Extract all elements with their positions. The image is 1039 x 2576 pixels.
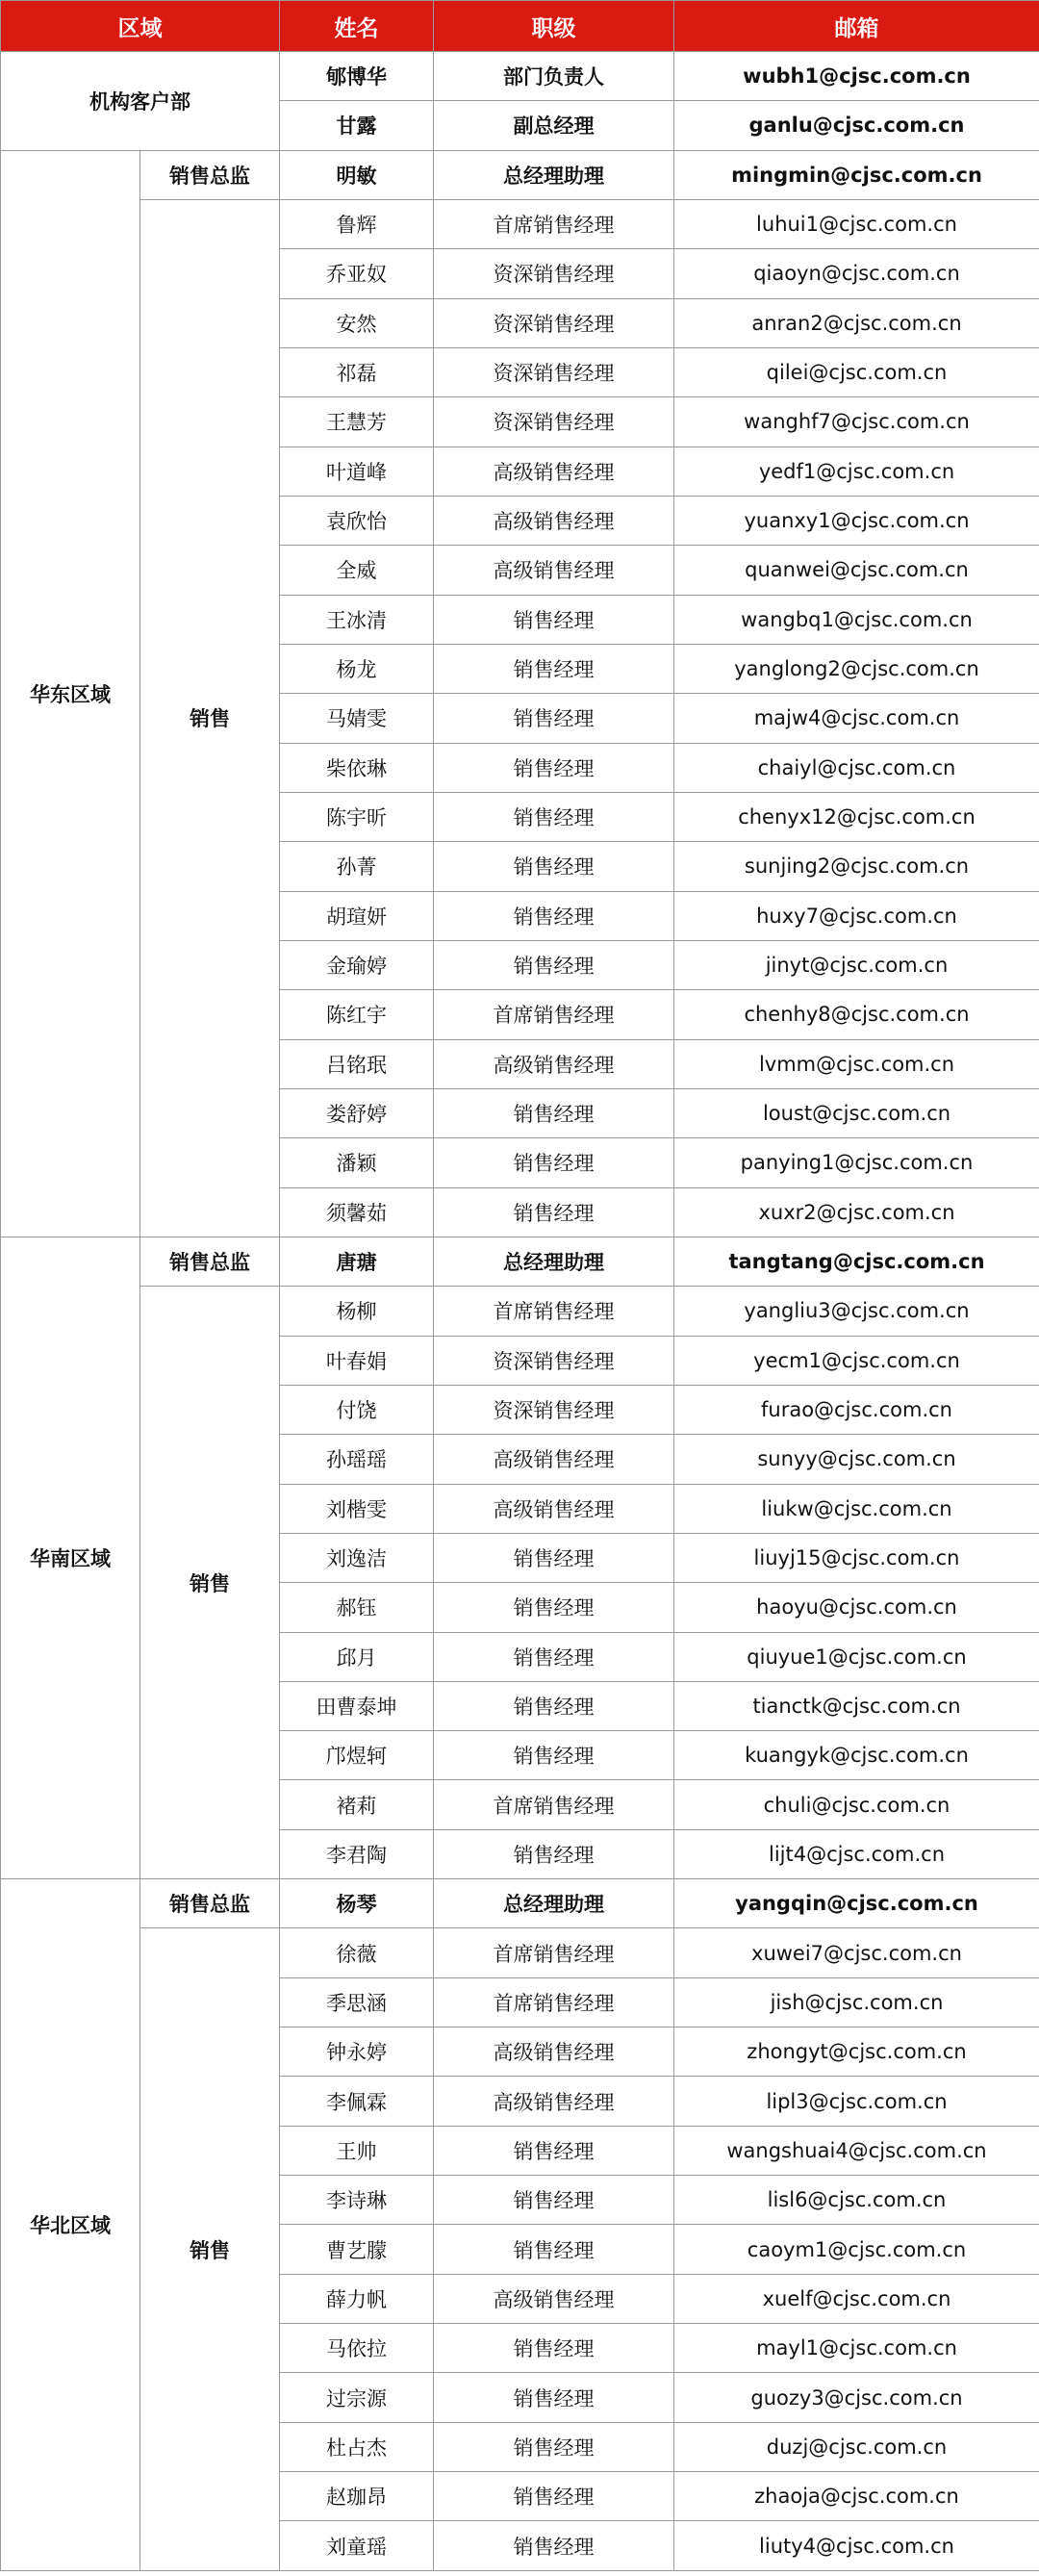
staff-email: chenyx12@cjsc.com.cn [674, 792, 1039, 841]
director-level: 总经理助理 [434, 150, 674, 199]
staff-email: sunjing2@cjsc.com.cn [674, 842, 1039, 891]
staff-email: furao@cjsc.com.cn [674, 1385, 1039, 1434]
staff-name: 吕铭珉 [280, 1039, 434, 1088]
director-level: 总经理助理 [434, 1237, 674, 1286]
staff-level: 销售经理 [434, 1138, 674, 1187]
staff-email: anran2@cjsc.com.cn [674, 298, 1039, 347]
staff-level: 销售经理 [434, 694, 674, 743]
director-level: 总经理助理 [434, 1879, 674, 1928]
staff-level: 资深销售经理 [434, 397, 674, 446]
staff-level: 首席销售经理 [434, 199, 674, 248]
staff-name: 郇博华 [280, 52, 434, 101]
staff-email: liuyj15@cjsc.com.cn [674, 1533, 1039, 1582]
header-name: 姓名 [280, 1, 434, 52]
header-email: 邮箱 [674, 1, 1039, 52]
staff-email: jinyt@cjsc.com.cn [674, 940, 1039, 989]
staff-level: 高级销售经理 [434, 2077, 674, 2126]
header-region: 区域 [1, 1, 280, 52]
staff-email: wanghf7@cjsc.com.cn [674, 397, 1039, 446]
director-name: 杨琴 [280, 1879, 434, 1928]
staff-name: 赵珈昂 [280, 2472, 434, 2521]
region-label: 华北区域 [1, 1879, 140, 2571]
staff-email: zhongyt@cjsc.com.cn [674, 2028, 1039, 2077]
staff-email: guozy3@cjsc.com.cn [674, 2373, 1039, 2422]
staff-name: 王冰清 [280, 595, 434, 644]
header-level: 职级 [434, 1, 674, 52]
staff-name: 娄舒婷 [280, 1088, 434, 1137]
staff-name: 马依拉 [280, 2324, 434, 2373]
director-label: 销售总监 [140, 150, 280, 199]
staff-level: 资深销售经理 [434, 298, 674, 347]
staff-name: 钟永婷 [280, 2028, 434, 2077]
staff-level: 销售经理 [434, 1829, 674, 1878]
staff-name: 李诗琳 [280, 2176, 434, 2225]
staff-level: 资深销售经理 [434, 1336, 674, 1385]
staff-level: 销售经理 [434, 792, 674, 841]
director-name: 明敏 [280, 150, 434, 199]
staff-email: qilei@cjsc.com.cn [674, 347, 1039, 396]
staff-email: majw4@cjsc.com.cn [674, 694, 1039, 743]
staff-level: 高级销售经理 [434, 2028, 674, 2077]
staff-name: 安然 [280, 298, 434, 347]
staff-level: 销售经理 [434, 2422, 674, 2471]
staff-email: duzj@cjsc.com.cn [674, 2422, 1039, 2471]
staff-name: 褚莉 [280, 1780, 434, 1829]
staff-level: 资深销售经理 [434, 249, 674, 298]
staff-level: 销售经理 [434, 842, 674, 891]
staff-level: 销售经理 [434, 1632, 674, 1681]
staff-level: 销售经理 [434, 1731, 674, 1780]
staff-level: 首席销售经理 [434, 1780, 674, 1829]
staff-level: 高级销售经理 [434, 446, 674, 496]
director-name: 唐瑭 [280, 1237, 434, 1286]
staff-name: 田曹泰坤 [280, 1681, 434, 1730]
staff-email: lvmm@cjsc.com.cn [674, 1039, 1039, 1088]
staff-email: haoyu@cjsc.com.cn [674, 1583, 1039, 1632]
staff-name: 乔亚奴 [280, 249, 434, 298]
staff-level: 首席销售经理 [434, 1928, 674, 1977]
director-email: mingmin@cjsc.com.cn [674, 150, 1039, 199]
staff-name: 徐薇 [280, 1928, 434, 1977]
staff-level: 销售经理 [434, 2521, 674, 2570]
staff-name: 刘楷雯 [280, 1484, 434, 1533]
staff-level: 首席销售经理 [434, 990, 674, 1039]
staff-email: chaiyl@cjsc.com.cn [674, 743, 1039, 792]
staff-name: 全威 [280, 546, 434, 595]
staff-level: 高级销售经理 [434, 546, 674, 595]
staff-email: liuty4@cjsc.com.cn [674, 2521, 1039, 2570]
header-row [1, 1, 1039, 52]
staff-email: panying1@cjsc.com.cn [674, 1138, 1039, 1187]
staff-name: 付饶 [280, 1385, 434, 1434]
staff-level: 销售经理 [434, 743, 674, 792]
table-header [1, 1, 1039, 52]
staff-level: 销售经理 [434, 1583, 674, 1632]
staff-level: 销售经理 [434, 891, 674, 940]
staff-email: yanglong2@cjsc.com.cn [674, 644, 1039, 693]
director-label: 销售总监 [140, 1237, 280, 1286]
director-label: 销售总监 [140, 1879, 280, 1928]
staff-name: 潘颖 [280, 1138, 434, 1187]
staff-name: 郝钰 [280, 1583, 434, 1632]
staff-email: liukw@cjsc.com.cn [674, 1484, 1039, 1533]
staff-email: yedf1@cjsc.com.cn [674, 446, 1039, 496]
staff-level: 销售经理 [434, 1187, 674, 1237]
staff-email: loust@cjsc.com.cn [674, 1088, 1039, 1137]
staff-level: 高级销售经理 [434, 1039, 674, 1088]
staff-level: 销售经理 [434, 1533, 674, 1582]
table-body [1, 52, 1039, 2571]
staff-level: 销售经理 [434, 1088, 674, 1137]
staff-email: xuwei7@cjsc.com.cn [674, 1928, 1039, 1977]
staff-level: 资深销售经理 [434, 347, 674, 396]
staff-level: 资深销售经理 [434, 1385, 674, 1434]
staff-email: ganlu@cjsc.com.cn [674, 101, 1039, 150]
table-row [1, 52, 1039, 101]
staff-name: 金瑜婷 [280, 940, 434, 989]
staff-name: 王慧芳 [280, 397, 434, 446]
staff-name: 杨柳 [280, 1287, 434, 1336]
table-row [1, 1237, 1039, 1286]
staff-email: chenhy8@cjsc.com.cn [674, 990, 1039, 1039]
staff-level: 销售经理 [434, 2126, 674, 2175]
staff-name: 须馨茹 [280, 1187, 434, 1237]
staff-email: kuangyk@cjsc.com.cn [674, 1731, 1039, 1780]
staff-level: 首席销售经理 [434, 1287, 674, 1336]
staff-level: 高级销售经理 [434, 2274, 674, 2323]
staff-name: 薛力帆 [280, 2274, 434, 2323]
staff-level: 销售经理 [434, 2373, 674, 2422]
sales-label: 销售 [140, 1287, 280, 1879]
staff-name: 过宗源 [280, 2373, 434, 2422]
staff-email: zhaoja@cjsc.com.cn [674, 2472, 1039, 2521]
staff-email: jish@cjsc.com.cn [674, 1977, 1039, 2027]
staff-name: 李君陶 [280, 1829, 434, 1878]
staff-name: 杜占杰 [280, 2422, 434, 2471]
staff-name: 孙菁 [280, 842, 434, 891]
staff-email: caoym1@cjsc.com.cn [674, 2225, 1039, 2274]
staff-email: yecm1@cjsc.com.cn [674, 1336, 1039, 1385]
table-row [1, 1287, 1039, 1336]
staff-name: 陈宇昕 [280, 792, 434, 841]
staff-name: 马婧雯 [280, 694, 434, 743]
staff-level: 高级销售经理 [434, 1484, 674, 1533]
staff-name: 刘逸洁 [280, 1533, 434, 1582]
staff-level: 部门负责人 [434, 52, 674, 101]
staff-email: lipl3@cjsc.com.cn [674, 2077, 1039, 2126]
director-email: yangqin@cjsc.com.cn [674, 1879, 1039, 1928]
staff-email: yangliu3@cjsc.com.cn [674, 1287, 1039, 1336]
staff-email: lisl6@cjsc.com.cn [674, 2176, 1039, 2225]
table-row [1, 1928, 1039, 1977]
staff-email: luhui1@cjsc.com.cn [674, 199, 1039, 248]
staff-email: lijt4@cjsc.com.cn [674, 1829, 1039, 1878]
region-label: 华东区域 [1, 150, 140, 1237]
staff-level: 销售经理 [434, 2225, 674, 2274]
staff-name: 杨龙 [280, 644, 434, 693]
staff-email: xuelf@cjsc.com.cn [674, 2274, 1039, 2323]
staff-name: 季思涵 [280, 1977, 434, 2027]
staff-name: 甘露 [280, 101, 434, 150]
staff-email: qiaoyn@cjsc.com.cn [674, 249, 1039, 298]
staff-level: 高级销售经理 [434, 1435, 674, 1484]
staff-name: 陈红宇 [280, 990, 434, 1039]
sales-label: 销售 [140, 1928, 280, 2570]
staff-level: 销售经理 [434, 940, 674, 989]
staff-level: 销售经理 [434, 595, 674, 644]
region-label: 华南区域 [1, 1237, 140, 1878]
director-email: tangtang@cjsc.com.cn [674, 1237, 1039, 1286]
staff-name: 叶春娟 [280, 1336, 434, 1385]
staff-level: 销售经理 [434, 2472, 674, 2521]
staff-name: 王帅 [280, 2126, 434, 2175]
staff-name: 刘童瑶 [280, 2521, 434, 2570]
staff-level: 首席销售经理 [434, 1977, 674, 2027]
staff-email: chuli@cjsc.com.cn [674, 1780, 1039, 1829]
staff-email: yuanxy1@cjsc.com.cn [674, 496, 1039, 545]
staff-email: tianctk@cjsc.com.cn [674, 1681, 1039, 1730]
staff-email: mayl1@cjsc.com.cn [674, 2324, 1039, 2373]
staff-name: 孙瑶瑶 [280, 1435, 434, 1484]
staff-level: 高级销售经理 [434, 496, 674, 545]
staff-level: 副总经理 [434, 101, 674, 150]
staff-name: 邱月 [280, 1632, 434, 1681]
staff-level: 销售经理 [434, 1681, 674, 1730]
table-row [1, 199, 1039, 248]
staff-name: 鲁辉 [280, 199, 434, 248]
staff-email: wubh1@cjsc.com.cn [674, 52, 1039, 101]
staff-name: 邝煜轲 [280, 1731, 434, 1780]
staff-level: 销售经理 [434, 2176, 674, 2225]
staff-email: wangshuai4@cjsc.com.cn [674, 2126, 1039, 2175]
table-row [1, 1879, 1039, 1928]
staff-email: xuxr2@cjsc.com.cn [674, 1187, 1039, 1237]
staff-name: 曹艺朦 [280, 2225, 434, 2274]
staff-name: 祁磊 [280, 347, 434, 396]
staff-email: quanwei@cjsc.com.cn [674, 546, 1039, 595]
staff-level: 销售经理 [434, 2324, 674, 2373]
department-label: 机构客户部 [1, 52, 280, 151]
staff-email: huxy7@cjsc.com.cn [674, 891, 1039, 940]
staff-email: wangbq1@cjsc.com.cn [674, 595, 1039, 644]
staff-name: 胡瑄妍 [280, 891, 434, 940]
staff-name: 叶道峰 [280, 446, 434, 496]
staff-email: sunyy@cjsc.com.cn [674, 1435, 1039, 1484]
staff-name: 袁欣怡 [280, 496, 434, 545]
staff-name: 李佩霖 [280, 2077, 434, 2126]
staff-name: 柴依琳 [280, 743, 434, 792]
staff-level: 销售经理 [434, 644, 674, 693]
table-row [1, 150, 1039, 199]
staff-email: qiuyue1@cjsc.com.cn [674, 1632, 1039, 1681]
sales-label: 销售 [140, 199, 280, 1237]
